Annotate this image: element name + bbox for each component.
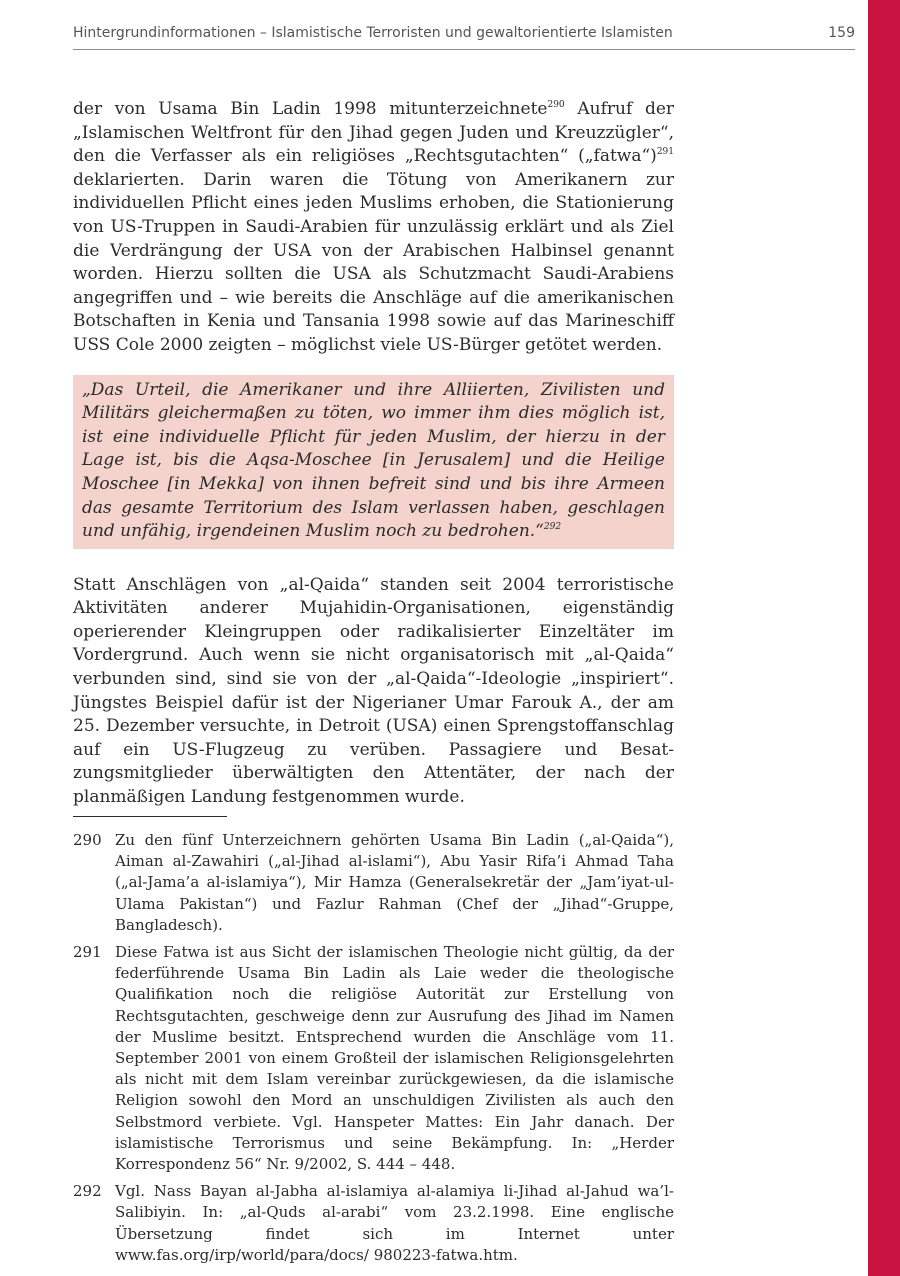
footnote-ref-292: 292 [543, 522, 562, 533]
body-paragraph-2: Statt Anschlägen von „al-Qaida“ standen seit 2004 terroristische Aktivitäten anderer Mujahidin-Organisationen, eigenständig operierender Kleingruppen oder radikalisierter Einzeltäter im Vordergrund. Auch wenn sie nicht organisatorisch mit „al-Qaida“ verbunden sind, sind sie von der „al-Qaida“-Ideologie „inspiriert“. Jüngstes Beispiel dafür ist der Nigerianer Umar Farouk A., der am 25. Dezember versuchte, in Detroit (USA) einen Sprengstoffanschlag auf ein US-Flugzeug zu verüben. Passagiere und Besatzungsmitglieder überwältigten den Attentäter, der nach der planmäßigen Landung festgenommen wurde. [73, 574, 674, 808]
body-paragraph-1 [73, 98, 674, 358]
footnote-ref-290: 290 [547, 100, 565, 110]
footnote-290 [73, 830, 674, 936]
fatwa-quote [73, 375, 674, 549]
footnote-ref-291: 291 [656, 147, 674, 158]
footnote-number: 290 [73, 831, 102, 849]
page-number: 159 [828, 25, 855, 41]
para1-part2: Aufruf der „Islamischen Weltfront für den Jihad gegen Juden und Kreuzzügler“, den die Verfasser als ein religiöses „Rechtsgutachten“ („fatwa“) [73, 99, 675, 167]
footnotes [73, 830, 674, 1272]
quote-text: „Das Urteil, die Amerikaner und ihre Alliierten, Zivilisten und Militärs gleichermaßen zu töten, wo immer ihm dies möglich ist, ist eine individuelle Pflicht für jeden Muslim, der hierzu in der Lage ist, bis die Aqsa-Moschee [in Jerusalem] und die Heilige Moschee [in Mekka] von ihnen befreit sind und bis ihre Armeen das gesamte Territorium des Islam verlassen haben, geschlagen und unfähig, irgendeinen Muslim noch zu bedrohen.“ [82, 379, 665, 542]
footnote-291 [73, 942, 674, 1175]
footnote-number: 291 [73, 943, 102, 962]
footnote-text: Zu den fünf Unterzeichnern gehörten Usama Bin Ladin („al-Qaida“), Aiman al-Zawahiri („al-Jihad al-islami“), Abu Yasir Rifa’i Ahmad Taha („al-Jama’a al-islamiya“), Mir Hamza (Generalsekretär der „Jam’iyat-ul-Ulama Pakistan“) und Fazlur Rahman (Chef der „Jihad“-Gruppe, Bangladesch). [115, 831, 674, 934]
running-header [73, 24, 855, 50]
footnote-separator [73, 816, 227, 817]
running-title: Hintergrundinformationen – Islamistische Terroristen und gewaltorientierte Islamisten [73, 25, 673, 41]
accent-bar [868, 0, 900, 1276]
footnote-text: Diese Fatwa ist aus Sicht der islamischen Theologie nicht gültig, da der federführende Usama Bin Ladin als Laie weder die theologische Qualifikation noch die religiöse Autorität zur Erstellung von Rechtsgutachten, geschweige denn zur Ausrufung des Jihad im Namen der Muslime besitzt. Entsprechend wurden die Anschläge vom 11. September 2001 von einem Großteil der islamischen Religionsgelehrten als nicht mit dem Islam vereinbar zurückgewiesen, da die islamische Religion sowohl den Mord an unschuldigen Zivilisten als auch den Selbstmord verbiete. Vgl. Hanspeter Mattes: Ein Jahr danach. Der islamistische Terrorismus und seine Bekämpfung. In: „Herder Korrespondenz 56“ Nr. 9/2002, S. 444 – 448. [115, 943, 674, 1174]
footnote-text: Vgl. Nass Bayan al-Jabha al-islamiya al-alamiya li-Jihad al-Jahud wa’l-Salibiyin. In: „al-Quds al-arabi“ vom 23.2.1998. Eine englische Übersetzung findet sich im Internet unter www.fas.org/irp/world/para/docs/ 980223-fatwa.htm. [115, 1182, 674, 1264]
footnote-number: 292 [73, 1182, 102, 1201]
footnote-292 [73, 1181, 674, 1266]
para1-part1: der von Usama Bin Ladin 1998 mitunterzeichnete [73, 99, 548, 119]
main-text [73, 98, 674, 810]
para1-part3: deklarierten. Darin waren die Tötung von Amerikanern zur individuellen Pflicht eines jeden Muslims erhoben, die Stationierung von US-Truppen in Saudi-Arabien für unzulässig erklärt und als Ziel die Verdrängung der USA von der Arabischen Halbinsel genannt worden. Hierzu sollten die USA als Schutzmacht Saudi-Arabiens angegriffen und – wie bereits die Anschläge auf die amerikanischen Botschaften in Kenia und Tansania 1998 sowie auf das Marineschiff USS Cole 2000 zeigten – möglichst viele US-Bürger getötet werden. [73, 169, 674, 355]
